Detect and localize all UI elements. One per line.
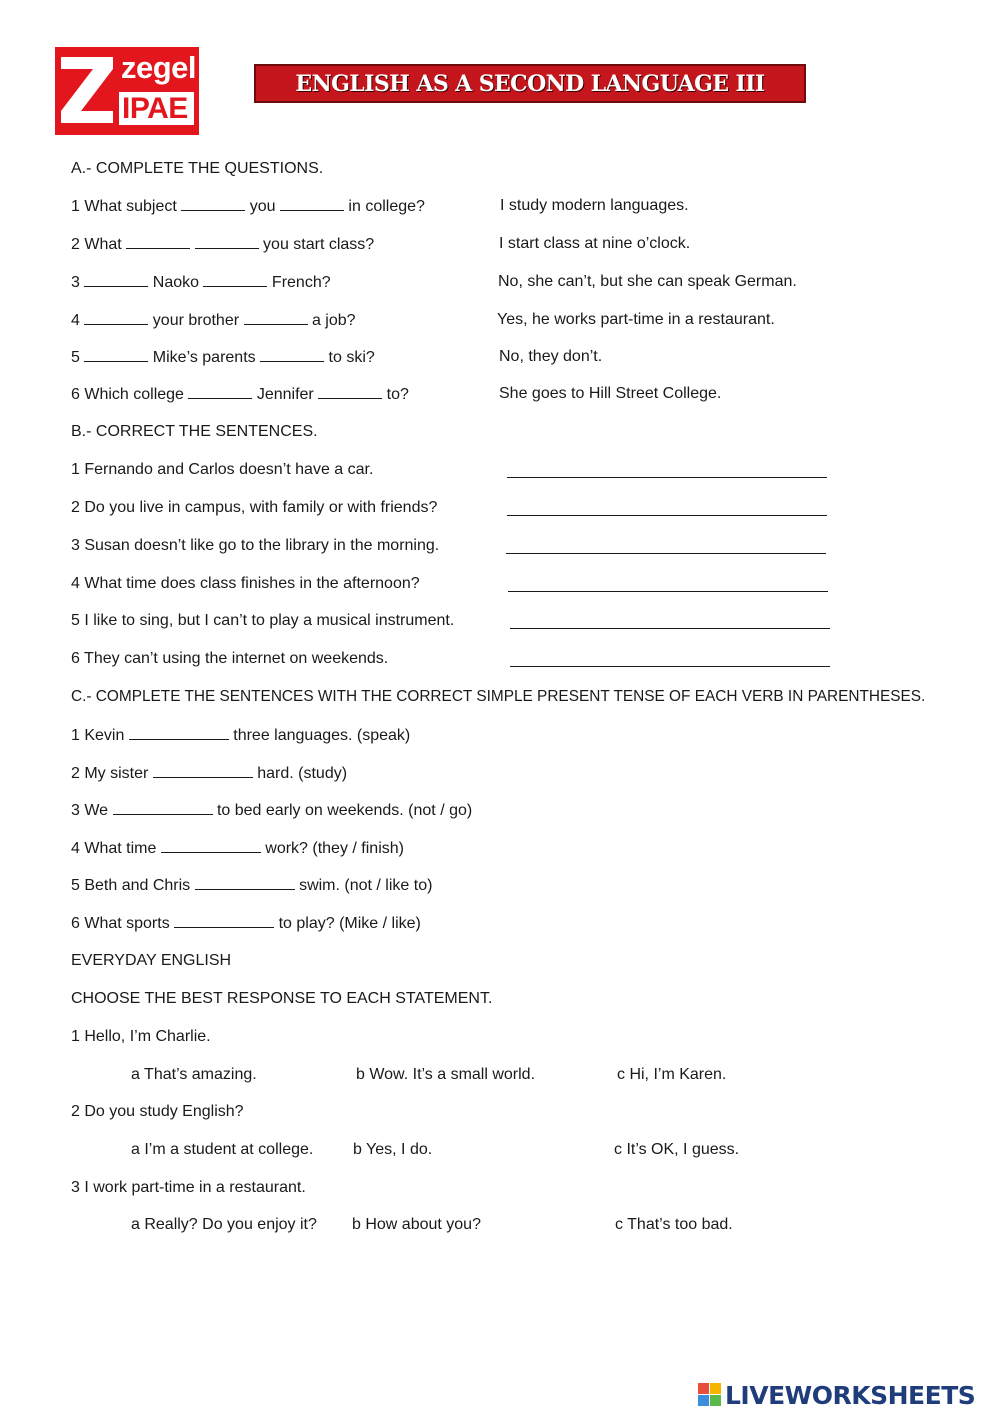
section-c-heading: C.- COMPLETE THE SENTENCES WITH THE CORRECT SIMPLE PRESENT TENSE OF EACH VERB IN PARENTHESES. [71, 688, 926, 705]
verb-blank[interactable] [174, 913, 274, 928]
answer-blank[interactable] [260, 347, 324, 362]
section-a-answer-2: I start class at nine o’clock. [499, 235, 691, 252]
section-a-question-3: 3 Naoko French? [71, 274, 331, 291]
section-a-answer-5: No, they don’t. [499, 348, 603, 365]
zegel-ipae-logo [55, 47, 199, 135]
correction-line-2[interactable] [507, 515, 827, 516]
section-a-question-1: 1 What subject you in college? [71, 198, 425, 215]
verb-blank[interactable] [161, 838, 261, 853]
page-title: ENGLISH AS A SECOND LANGUAGE III [295, 70, 765, 97]
correction-line-1[interactable] [507, 477, 827, 478]
answer-blank[interactable] [84, 272, 148, 287]
answer-blank[interactable] [126, 234, 190, 249]
liveworksheets-logo-icon [698, 1383, 722, 1407]
section-c-sentence-4: 4 What time work? (they / finish) [71, 840, 404, 857]
option-3c[interactable]: c That’s too bad. [615, 1216, 733, 1233]
verb-blank[interactable] [113, 800, 213, 815]
option-3a[interactable]: a Really? Do you enjoy it? [131, 1216, 317, 1233]
verb-blank[interactable] [153, 763, 253, 778]
answer-blank[interactable] [188, 384, 252, 399]
section-b-sentence-3: 3 Susan doesn’t like go to the library in the morning. [71, 537, 440, 554]
title-banner [254, 64, 806, 103]
section-a-heading: A.- COMPLETE THE QUESTIONS. [71, 160, 324, 177]
logo-word-ipae: IPAE [122, 92, 188, 125]
footer-brand: LIVEWORKSHEETS [725, 1380, 976, 1410]
everyday-question-2: 2 Do you study English? [71, 1103, 244, 1120]
answer-blank[interactable] [195, 234, 259, 249]
section-c-sentence-2: 2 My sister hard. (study) [71, 765, 348, 782]
section-a-answer-1: I study modern languages. [500, 197, 689, 214]
option-2a[interactable]: a I’m a student at college. [131, 1141, 314, 1158]
option-1c[interactable]: c Hi, I’m Karen. [617, 1066, 727, 1083]
option-1b[interactable]: b Wow. It’s a small world. [356, 1066, 536, 1083]
section-a-answer-4: Yes, he works part-time in a restaurant. [497, 311, 775, 328]
correction-line-6[interactable] [510, 666, 830, 667]
option-1a[interactable]: a That’s amazing. [131, 1066, 257, 1083]
section-a-question-2: 2 What you start class? [71, 236, 375, 253]
everyday-question-1: 1 Hello, I’m Charlie. [71, 1028, 211, 1045]
section-b-sentence-6: 6 They can’t using the internet on weekends. [71, 650, 389, 667]
correction-line-4[interactable] [508, 591, 828, 592]
answer-blank[interactable] [181, 196, 245, 211]
section-b-sentence-2: 2 Do you live in campus, with family or with friends? [71, 499, 438, 516]
answer-blank[interactable] [84, 347, 148, 362]
everyday-heading: EVERYDAY ENGLISH [71, 952, 232, 969]
verb-blank[interactable] [195, 875, 295, 890]
logo-word-zegel: zegel [121, 50, 197, 85]
section-b-sentence-1: 1 Fernando and Carlos doesn’t have a car. [71, 461, 374, 478]
answer-blank[interactable] [244, 310, 308, 325]
section-a-answer-6: She goes to Hill Street College. [499, 385, 722, 402]
option-3b[interactable]: b How about you? [352, 1216, 481, 1233]
section-b-heading: B.- CORRECT THE SENTENCES. [71, 423, 318, 440]
everyday-instruction: CHOOSE THE BEST RESPONSE TO EACH STATEMENT. [71, 990, 493, 1007]
correction-line-3[interactable] [506, 553, 826, 554]
correction-line-5[interactable] [510, 628, 830, 629]
verb-blank[interactable] [129, 725, 229, 740]
section-a-question-5: 5 Mike’s parents to ski? [71, 349, 375, 366]
section-c-sentence-5: 5 Beth and Chris swim. (not / like to) [71, 877, 433, 894]
section-a-answer-3: No, she can’t, but she can speak German. [498, 273, 797, 290]
answer-blank[interactable] [318, 384, 382, 399]
section-c-sentence-3: 3 We to bed early on weekends. (not / go) [71, 802, 473, 819]
everyday-question-3: 3 I work part-time in a restaurant. [71, 1179, 306, 1196]
section-a-question-4: 4 your brother a job? [71, 312, 356, 329]
z-logo-icon [61, 53, 113, 125]
answer-blank[interactable] [203, 272, 267, 287]
option-2c[interactable]: c It’s OK, I guess. [614, 1141, 740, 1158]
section-c-sentence-6: 6 What sports to play? (Mike / like) [71, 915, 421, 932]
section-a-question-6: 6 Which college Jennifer to? [71, 386, 409, 403]
section-b-sentence-5: 5 I like to sing, but I can’t to play a musical instrument. [71, 612, 455, 629]
liveworksheets-footer [698, 1380, 975, 1410]
answer-blank[interactable] [280, 196, 344, 211]
option-2b[interactable]: b Yes, I do. [353, 1141, 433, 1158]
section-b-sentence-4: 4 What time does class finishes in the afternoon? [71, 575, 420, 592]
answer-blank[interactable] [84, 310, 148, 325]
section-c-sentence-1: 1 Kevin three languages. (speak) [71, 727, 411, 744]
